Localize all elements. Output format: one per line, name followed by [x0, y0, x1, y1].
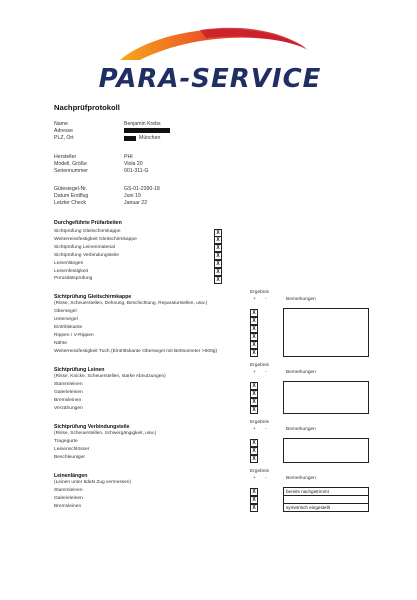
section-title: Leinenlängen: [54, 473, 88, 479]
section-item-label: Rippen / V-Rippen: [54, 333, 94, 338]
remarks-field[interactable]: [283, 381, 369, 414]
section-item-label: Galerieleinen: [54, 496, 83, 501]
check-item-label: Sichtprüfung Verbindungsteile: [54, 252, 119, 258]
remarks-field[interactable]: [283, 438, 369, 463]
field-value: Benjamin Krebs: [124, 121, 161, 127]
plus-header: +: [253, 476, 256, 481]
result-plus-checkbox[interactable]: X: [250, 341, 258, 349]
result-plus-checkbox[interactable]: X: [250, 390, 258, 398]
section-description: (Risse, Knicke, Scheuerstellen, starke Abnutzungen): [54, 374, 166, 379]
field-label: Seriennummer: [54, 168, 89, 175]
check-item-checkbox[interactable]: X: [214, 276, 222, 284]
result-plus-checkbox[interactable]: X: [250, 317, 258, 325]
remarks-field[interactable]: [283, 308, 369, 357]
result-plus-checkbox[interactable]: X: [250, 349, 258, 357]
check-item-label: Weiterreissfestigkeit Gleitschirmkappe: [54, 236, 137, 242]
result-plus-checkbox[interactable]: X: [250, 398, 258, 406]
section-item-label: Galerieleinen: [54, 390, 83, 395]
section-item-label: Obersegel: [54, 309, 77, 314]
check-item-label: Sichtprüfung Gleitschirmkappe: [54, 229, 121, 234]
section-description: (Risse, Scheuerstellen, Schwergängigkeit, usw.): [54, 431, 157, 436]
result-plus-checkbox[interactable]: X: [250, 488, 258, 496]
minus-header: -: [265, 427, 267, 432]
section-title: Sichtprüfung Verbindungsteile: [54, 424, 130, 430]
check-item-label: Leinenfestigkeit: [54, 268, 88, 274]
result-header: Ergebnis: [250, 469, 269, 474]
field-value: Viola 20: [124, 161, 143, 168]
plus-header: +: [253, 370, 256, 375]
field-value: 001-311-G: [124, 168, 149, 175]
result-plus-checkbox[interactable]: X: [250, 382, 258, 390]
city-text: München: [139, 135, 161, 142]
result-header: Ergebnis: [250, 363, 269, 368]
field-value: PHI: [124, 154, 133, 160]
remarks-header: Bemerkungen: [286, 297, 316, 302]
section-item-label: Leinenschlösser: [54, 447, 90, 452]
section-title: Sichtprüfung Leinen: [54, 367, 105, 373]
remark-field[interactable]: symetrisch eingestellt: [283, 503, 369, 512]
check-item-checkbox[interactable]: X: [214, 236, 222, 244]
section-item-label: Beschleuniger: [54, 455, 85, 460]
field-label: Gütesiegel-Nr.: [54, 186, 88, 192]
section-item-label: Bremsleinen: [54, 504, 82, 509]
check-item-checkbox[interactable]: X: [214, 252, 222, 260]
field-label: Hersteller: [54, 154, 77, 160]
check-item-label: Porositätsprüfung: [54, 276, 93, 282]
remark-field[interactable]: bereits nachgetrimmt: [283, 487, 369, 496]
minus-header: -: [265, 297, 267, 302]
check-item-checkbox[interactable]: X: [214, 268, 222, 276]
field-label: Datum Erstflug: [54, 193, 89, 200]
plus-header: +: [253, 297, 256, 302]
section-item-label: Eintrittskante: [54, 325, 83, 330]
result-plus-checkbox[interactable]: X: [250, 333, 258, 341]
result-plus-checkbox[interactable]: X: [250, 455, 258, 463]
section-item-label: Verzähungen: [54, 406, 83, 411]
section-description: (Leinen unter 5daN Zug vermessen): [54, 480, 132, 485]
minus-header: -: [265, 370, 267, 375]
remarks-header: Bemerkungen: [286, 370, 316, 375]
field-value: [124, 135, 160, 142]
field-label: Modell, Größe: [54, 161, 87, 168]
field-label: Letzter Check: [54, 200, 87, 207]
check-item-checkbox[interactable]: X: [214, 260, 222, 268]
redacted-value: [124, 128, 170, 135]
check-item-checkbox[interactable]: X: [214, 244, 222, 252]
result-plus-checkbox[interactable]: X: [250, 504, 258, 512]
remarks-header: Bemerkungen: [286, 427, 316, 432]
check-item-label: Sichtprüfung Leinenmaterial: [54, 244, 115, 250]
section-description: (Risse, Scheuerstellen, Dehnung, Beschichtung, Reparaturstellen, usw.): [54, 301, 208, 306]
check-item-checkbox[interactable]: X: [214, 229, 222, 237]
section-title: Sichtprüfung Gleitschirmkappe: [54, 294, 132, 300]
field-label: Adresse: [54, 128, 74, 135]
checks-title: Durchgeführte Prüfarbeiten: [54, 220, 122, 226]
minus-header: -: [265, 476, 267, 481]
section-item-label: Bremsleinen: [54, 398, 82, 403]
field-value: Juni 19: [124, 193, 141, 200]
logo-text: PARA-SERVICE: [98, 64, 322, 94]
check-item-label: Leinenlängen: [54, 260, 84, 266]
field-label: PLZ, Ort: [54, 135, 74, 142]
company-logo: [80, 20, 340, 94]
section-item-label: Tragegurte: [54, 439, 78, 444]
remarks-header: Bemerkungen: [286, 476, 316, 481]
result-plus-checkbox[interactable]: X: [250, 447, 258, 455]
result-plus-checkbox[interactable]: X: [250, 406, 258, 414]
section-item-label: Weiterreissfestigkeit Tuch (Eintrittskante Obersegel mit Bettsometer >600g): [54, 349, 218, 354]
field-value: Januar 22: [124, 200, 148, 207]
field-value: GS-01-2390-18: [124, 186, 160, 192]
section-item-label: Nähte: [54, 341, 68, 346]
section-item-label: Stammleinen: [54, 382, 83, 387]
result-header: Ergebnis: [250, 420, 269, 425]
section-item-label: Stammleinen: [54, 488, 83, 493]
page-title: Nachprüfprotokoll: [54, 103, 120, 112]
result-plus-checkbox[interactable]: X: [250, 496, 258, 504]
field-label: Name: [54, 121, 68, 127]
result-plus-checkbox[interactable]: X: [250, 309, 258, 317]
section-item-label: Untersegel: [54, 317, 78, 322]
result-plus-checkbox[interactable]: X: [250, 325, 258, 333]
result-plus-checkbox[interactable]: X: [250, 439, 258, 447]
plus-header: +: [253, 427, 256, 432]
result-header: Ergebnis: [250, 290, 269, 295]
